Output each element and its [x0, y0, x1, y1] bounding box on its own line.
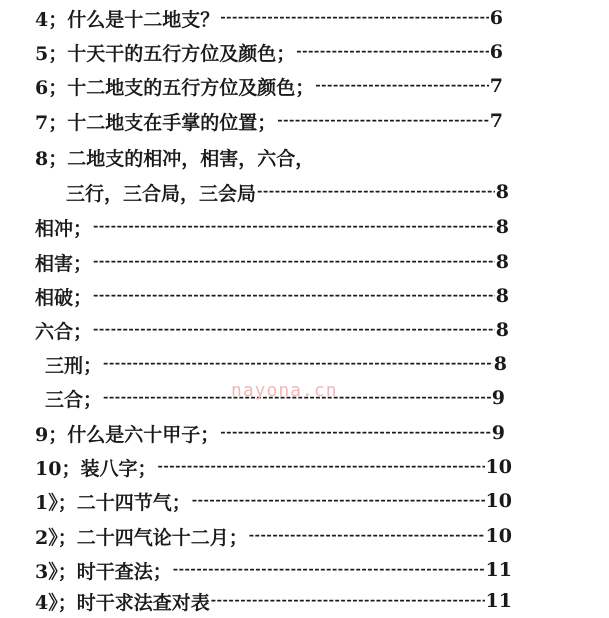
toc-entry-label: 相冲； [35, 217, 93, 240]
toc-entry [35, 210, 509, 244]
toc-page-number: 6 [489, 7, 503, 29]
toc-entry [35, 519, 512, 553]
dot-leader [296, 35, 489, 69]
dot-leader [93, 245, 495, 279]
dot-leader [103, 347, 493, 381]
toc-entry-label: 3》；时干查法； [35, 560, 172, 583]
toc-page-number: 8 [493, 353, 507, 375]
dot-leader [93, 279, 495, 313]
toc-entry-label: 4；什么是十二地支？ [35, 8, 220, 31]
toc-entry-label: 10；装八字； [35, 457, 157, 480]
dot-leader [157, 450, 484, 484]
dot-leader [277, 104, 489, 138]
dot-leader [220, 416, 491, 450]
toc-entry [35, 140, 335, 174]
toc-page-number: 6 [489, 41, 503, 63]
toc-entry [35, 450, 512, 484]
toc-entry-label: 4》；时干求法查对表 [35, 591, 210, 614]
toc-page-number: 7 [489, 110, 503, 132]
toc-entry-label: 2》；二十四气论十二月； [35, 526, 248, 549]
toc-entry [35, 584, 512, 618]
toc-entry [35, 69, 503, 103]
toc-entry [45, 347, 507, 381]
toc-entry-label: 相破； [35, 286, 93, 309]
toc-entry-label: 1》；二十四节气； [35, 491, 191, 514]
toc-entry-label: 三行，三合局，三会局 [66, 182, 257, 205]
toc-entry-label: 5；十天干的五行方位及颜色； [35, 42, 296, 65]
toc-page-number: 9 [491, 387, 505, 409]
toc-page-number: 10 [485, 525, 512, 547]
toc-entry-label: 相害； [35, 252, 93, 275]
watermark: nayona.cn [231, 380, 338, 401]
toc-entry [35, 484, 512, 518]
toc-entry-label: 8；二地支的相冲，相害，六合， [35, 147, 315, 170]
toc-entry [35, 245, 509, 279]
toc-entry [35, 279, 509, 313]
dot-leader [257, 175, 495, 209]
toc-entry [35, 553, 512, 587]
toc-page-number: 8 [495, 319, 509, 341]
dot-leader [315, 69, 489, 103]
toc-entry-label: 7；十二地支在手掌的位置； [35, 111, 277, 134]
toc-entry [35, 104, 503, 138]
toc-page-number: 9 [491, 422, 505, 444]
dot-leader [249, 519, 485, 553]
toc-entry [35, 313, 509, 347]
toc-entry-label: 三刑； [45, 354, 103, 377]
toc-entry-label: 六合； [35, 320, 93, 343]
toc-entry [66, 175, 509, 209]
dot-leader [93, 313, 495, 347]
toc-entry [35, 1, 503, 35]
dot-leader [220, 1, 489, 35]
toc-page-number: 11 [485, 590, 512, 612]
toc-page-number: 8 [495, 181, 509, 203]
dot-leader [173, 553, 485, 587]
toc-page-number: 10 [485, 456, 512, 478]
toc-entry-label: 三合； [45, 388, 103, 411]
dot-leader [93, 210, 495, 244]
toc-page-number: 10 [485, 490, 512, 512]
toc-entry [35, 416, 505, 450]
toc-page-number: 8 [495, 251, 509, 273]
dot-leader [211, 584, 485, 618]
toc-page-number: 7 [489, 75, 503, 97]
toc-entry [35, 35, 503, 69]
dot-leader [192, 484, 485, 518]
toc-page-number: 8 [495, 216, 509, 238]
toc-page-number: 8 [495, 285, 509, 307]
toc-entry-label: 9；什么是六十甲子； [35, 423, 220, 446]
toc-page-number: 11 [485, 559, 512, 581]
toc-entry-label: 6；十二地支的五行方位及颜色； [35, 76, 315, 99]
